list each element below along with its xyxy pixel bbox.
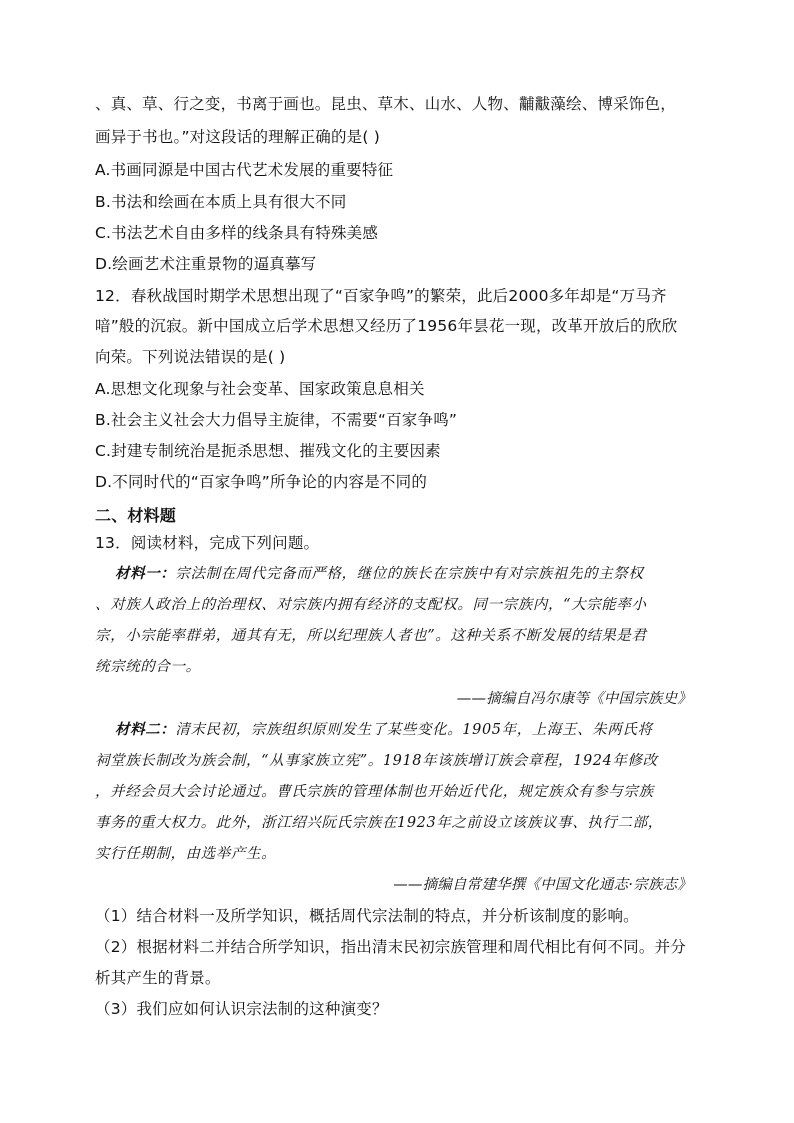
q13-intro: 13．阅读材料，完成下列问题。 [95, 534, 320, 552]
q13-sub-question-2-line-2: 析其产生的背景。 [95, 969, 221, 987]
q13-sub-question-2-line-1: （2）根据材料二并结合所学知识，指出清末民初宗族管理和周代相比有何不同。并分 [95, 938, 686, 956]
material2-line-4: 事务的重大权力。此外，浙江绍兴阮氏宗族在1923年之前设立该族议事、执行二部， [95, 815, 663, 831]
q12-text-line-3: 向荣。下列说法错误的是( ) [95, 348, 286, 366]
q11-option-a: A.书画同源是中国古代艺术发展的重要特征 [95, 161, 394, 179]
q11-text-line-2: 画异于书也。”对这段话的理解正确的是( ) [95, 128, 381, 146]
material2-label: 材料二： [115, 721, 176, 738]
material2-source: ——摘编自常建华撰《中国文化通志·宗族志》 [393, 877, 692, 893]
q13-sub-question-1: （1）结合材料一及所学知识，概括周代宗法制的特点，并分析该制度的影响。 [95, 907, 639, 925]
material1-source: ——摘编自冯尔康等《中国宗族史》 [456, 691, 692, 707]
material2-line-1 [115, 718, 725, 742]
q11-option-b: B.书法和绘画在本质上具有很大不同 [95, 193, 347, 211]
material1-line-3: 宗，小宗能率群弟，通其有无，所以纪理族人者也”。这种关系不断发展的结果是君 [95, 628, 647, 644]
material1-line-1 [115, 562, 725, 586]
material2-line-1-text: 清末民初，宗族组织原则发生了某些变化。1905年，上海王、朱两氏将 [175, 722, 653, 738]
material1-line-2: 、对族人政治上的治理权、对宗族内拥有经济的支配权。同一宗族内，“大宗能率小 [95, 597, 647, 613]
q12-option-b: B.社会主义社会大力倡导主旋律，不需要“百家争鸣” [95, 411, 458, 429]
q11-option-d: D.绘画艺术注重景物的逼真摹写 [95, 255, 317, 273]
q11-option-c: C.书法艺术自由多样的线条具有特殊美感 [95, 224, 379, 242]
q12-option-d: D.不同时代的“百家争鸣”所争论的内容是不同的 [95, 473, 428, 491]
q11-text-line-1: 、真、草、行之变，书离于画也。昆虫、草木、山水、人物、黼黻藻绘、博采饰色， [95, 95, 676, 113]
q12-text-line-2: 喑”般的沉寂。新中国成立后学术思想又经历了1956年昙花一现，改革开放后的欣欣 [95, 317, 678, 335]
material1-line-1-text: 宗法制在周代完备而严格，继位的族长在宗族中有对宗族祖先的主祭权 [175, 566, 644, 582]
material1-line-4: 统宗统的合一。 [95, 659, 201, 675]
q12-option-c: C.封建专制统治是扼杀思想、摧残文化的主要因素 [95, 442, 441, 460]
q12-option-a: A.思想文化现象与社会变革、国家政策息息相关 [95, 380, 425, 398]
material2-line-2: 祠堂族长制改为族会制，“从事家族立宪”。1918年该族增订族会章程，1924年修改 [95, 753, 658, 769]
q13-sub-question-3: （3）我们应如何认识宗法制的这种演变？ [95, 1000, 388, 1018]
q12-text-line-1: 12．春秋战国时期学术思想出现了“百家争鸣”的繁荣，此后2000多年却是“万马齐 [95, 287, 667, 305]
material1-label: 材料一： [115, 565, 176, 582]
material2-line-3: ，并经会员大会讨论通过。曹氏宗族的管理体制也开始近代化，规定族众有参与宗族 [95, 784, 654, 800]
material2-line-5: 实行任期制，由选举产生。 [95, 846, 277, 862]
section-title: 二、材料题 [95, 506, 177, 525]
